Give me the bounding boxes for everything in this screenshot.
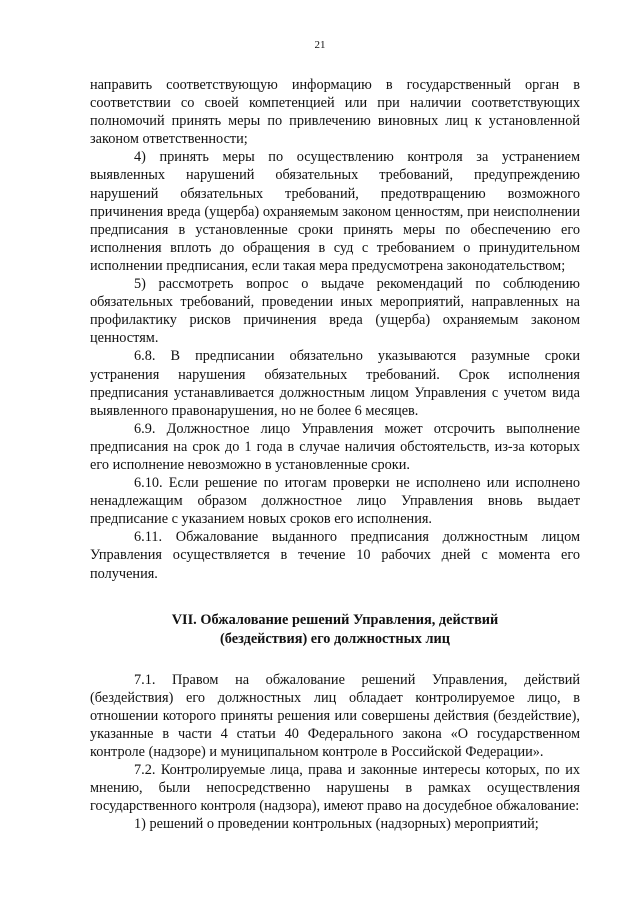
section-heading [90,611,580,649]
section-heading-line-2: (бездействия) его должностных лиц [220,630,450,647]
paragraph-7-1: 7.1. Правом на обжалование решений Управления, действий (бездействия) его должностных лиц обладает контролируемое лицо, в отношении которого приняты решения или совершены действия (бездействие), указанные в части 4 статьи 40 Федерального закона «О государственном контроле (надзоре) и муниципальном контроле в Российской Федерации». [90,671,580,760]
paragraph-6-11: 6.11. Обжалование выданного предписания должностным лицом Управления осуществляется в течение 10 рабочих дней с момента его получения. [90,529,580,582]
page-number: 21 [314,39,326,51]
paragraph-item-5: 5) рассмотреть вопрос о выдаче рекомендаций по соблюдению обязательных требований, проведении иных мероприятий, направленных на профилактику рисков причинения вреда (ущерба) охраняемым законом ценностям. [90,276,580,347]
paragraph-6-10: 6.10. Если решение по итогам проверки не исполнено или исполнено ненадлежащим образом должностное лицо Управления вновь выдает предписание с указанием новых сроков его исполнения. [90,475,580,528]
paragraph-7-2: 7.2. Контролируемые лица, права и законные интересы которых, по их мнению, были непосредственно нарушены в рамках осуществления государственного контроля (надзора), имеют право на досудебное обжалование: [90,762,580,815]
paragraph-6-9: 6.9. Должностное лицо Управления может отсрочить выполнение предписания на срок до 1 года в случае наличия обстоятельств, из-за которых его исполнение невозможно в установленные сроки. [90,420,580,473]
document-body [90,76,580,833]
paragraph-continuation: направить соответствующую информацию в государственный орган в соответствии со своей компетенцией или при наличии соответствующих полномочий принять меры по привлечению виновных лиц к установленной законом ответственности; [90,77,580,148]
paragraph-7-2-item-1: 1) решений о проведении контрольных (надзорных) мероприятий; [134,816,539,833]
paragraph-6-8: 6.8. В предписании обязательно указываются разумные сроки устранения нарушения обязательных требований. Срок исполнения предписания устанавливается должностным лицом Управления с учетом вида выявленного правонарушения, но не более 6 месяцев. [90,348,580,419]
paragraph-item-4: 4) принять меры по осуществлению контроля за устранением выявленных нарушений обязательных требований, предупреждению нарушений обязательных требований, предотвращению возможного причинения вреда (ущерба) охраняемым законом ценностям, при неисполнении предписания в установленные сроки принять меры по обеспечению его исполнения вплоть до обращения в суд с требованием о принудительном исполнении предписания, если такая мера предусмотрена законодательством; [90,149,580,274]
section-heading-line-1: VII. Обжалование решений Управления, действий [171,611,499,628]
